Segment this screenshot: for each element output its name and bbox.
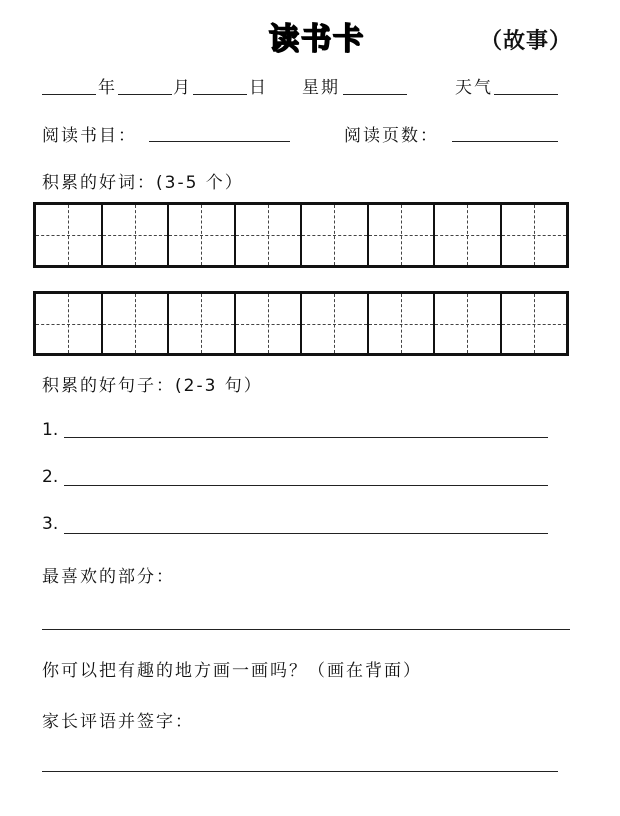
day-label: 日 bbox=[249, 78, 268, 98]
word-cell[interactable] bbox=[300, 294, 367, 353]
sentence-number: 3. bbox=[42, 514, 59, 534]
word-cell[interactable] bbox=[101, 294, 168, 353]
book-title-blank[interactable] bbox=[149, 141, 290, 142]
sentence-line-2[interactable] bbox=[64, 485, 548, 486]
weekday-label: 星期 bbox=[302, 78, 340, 98]
word-cell[interactable] bbox=[167, 205, 234, 265]
parent-comment-line[interactable] bbox=[42, 771, 558, 772]
good-words-label: 积累的好词：(3-5 个） bbox=[42, 173, 244, 193]
word-cell[interactable] bbox=[167, 294, 234, 353]
card-subtitle: （故事） bbox=[480, 29, 573, 54]
word-cell[interactable] bbox=[433, 205, 500, 265]
good-sentences-label: 积累的好句子：(2-3 句） bbox=[42, 376, 263, 396]
word-grid-row-2[interactable] bbox=[33, 291, 569, 356]
year-blank[interactable] bbox=[42, 94, 96, 95]
word-cell[interactable] bbox=[101, 205, 168, 265]
book-title-label: 阅读书目： bbox=[42, 126, 137, 146]
day-blank[interactable] bbox=[193, 94, 247, 95]
sentence-line-3[interactable] bbox=[64, 533, 548, 534]
parent-comment-label: 家长评语并签字： bbox=[42, 712, 194, 732]
pages-label: 阅读页数： bbox=[344, 126, 439, 146]
draw-prompt: 你可以把有趣的地方画一画吗？（画在背面） bbox=[42, 661, 422, 681]
weather-label: 天气 bbox=[455, 78, 493, 98]
favorite-part-line[interactable] bbox=[42, 629, 570, 630]
month-label: 月 bbox=[173, 78, 192, 98]
pages-blank[interactable] bbox=[452, 141, 558, 142]
word-cell[interactable] bbox=[300, 205, 367, 265]
word-cell[interactable] bbox=[234, 294, 301, 353]
month-blank[interactable] bbox=[118, 94, 172, 95]
favorite-part-label: 最喜欢的部分： bbox=[42, 567, 175, 587]
word-grid-row-1[interactable] bbox=[33, 202, 569, 268]
weather-blank[interactable] bbox=[494, 94, 558, 95]
word-cell[interactable] bbox=[367, 205, 434, 265]
word-cell[interactable] bbox=[36, 294, 101, 353]
word-cell[interactable] bbox=[433, 294, 500, 353]
card-title: 读书卡 bbox=[269, 22, 365, 57]
sentence-number: 2. bbox=[42, 467, 59, 487]
word-cell[interactable] bbox=[500, 294, 567, 353]
sentence-line-1[interactable] bbox=[64, 437, 548, 438]
word-cell[interactable] bbox=[234, 205, 301, 265]
year-label: 年 bbox=[98, 78, 117, 98]
word-cell[interactable] bbox=[36, 205, 101, 265]
word-cell[interactable] bbox=[367, 294, 434, 353]
sentence-number: 1. bbox=[42, 420, 59, 440]
word-cell[interactable] bbox=[500, 205, 567, 265]
weekday-blank[interactable] bbox=[343, 94, 407, 95]
